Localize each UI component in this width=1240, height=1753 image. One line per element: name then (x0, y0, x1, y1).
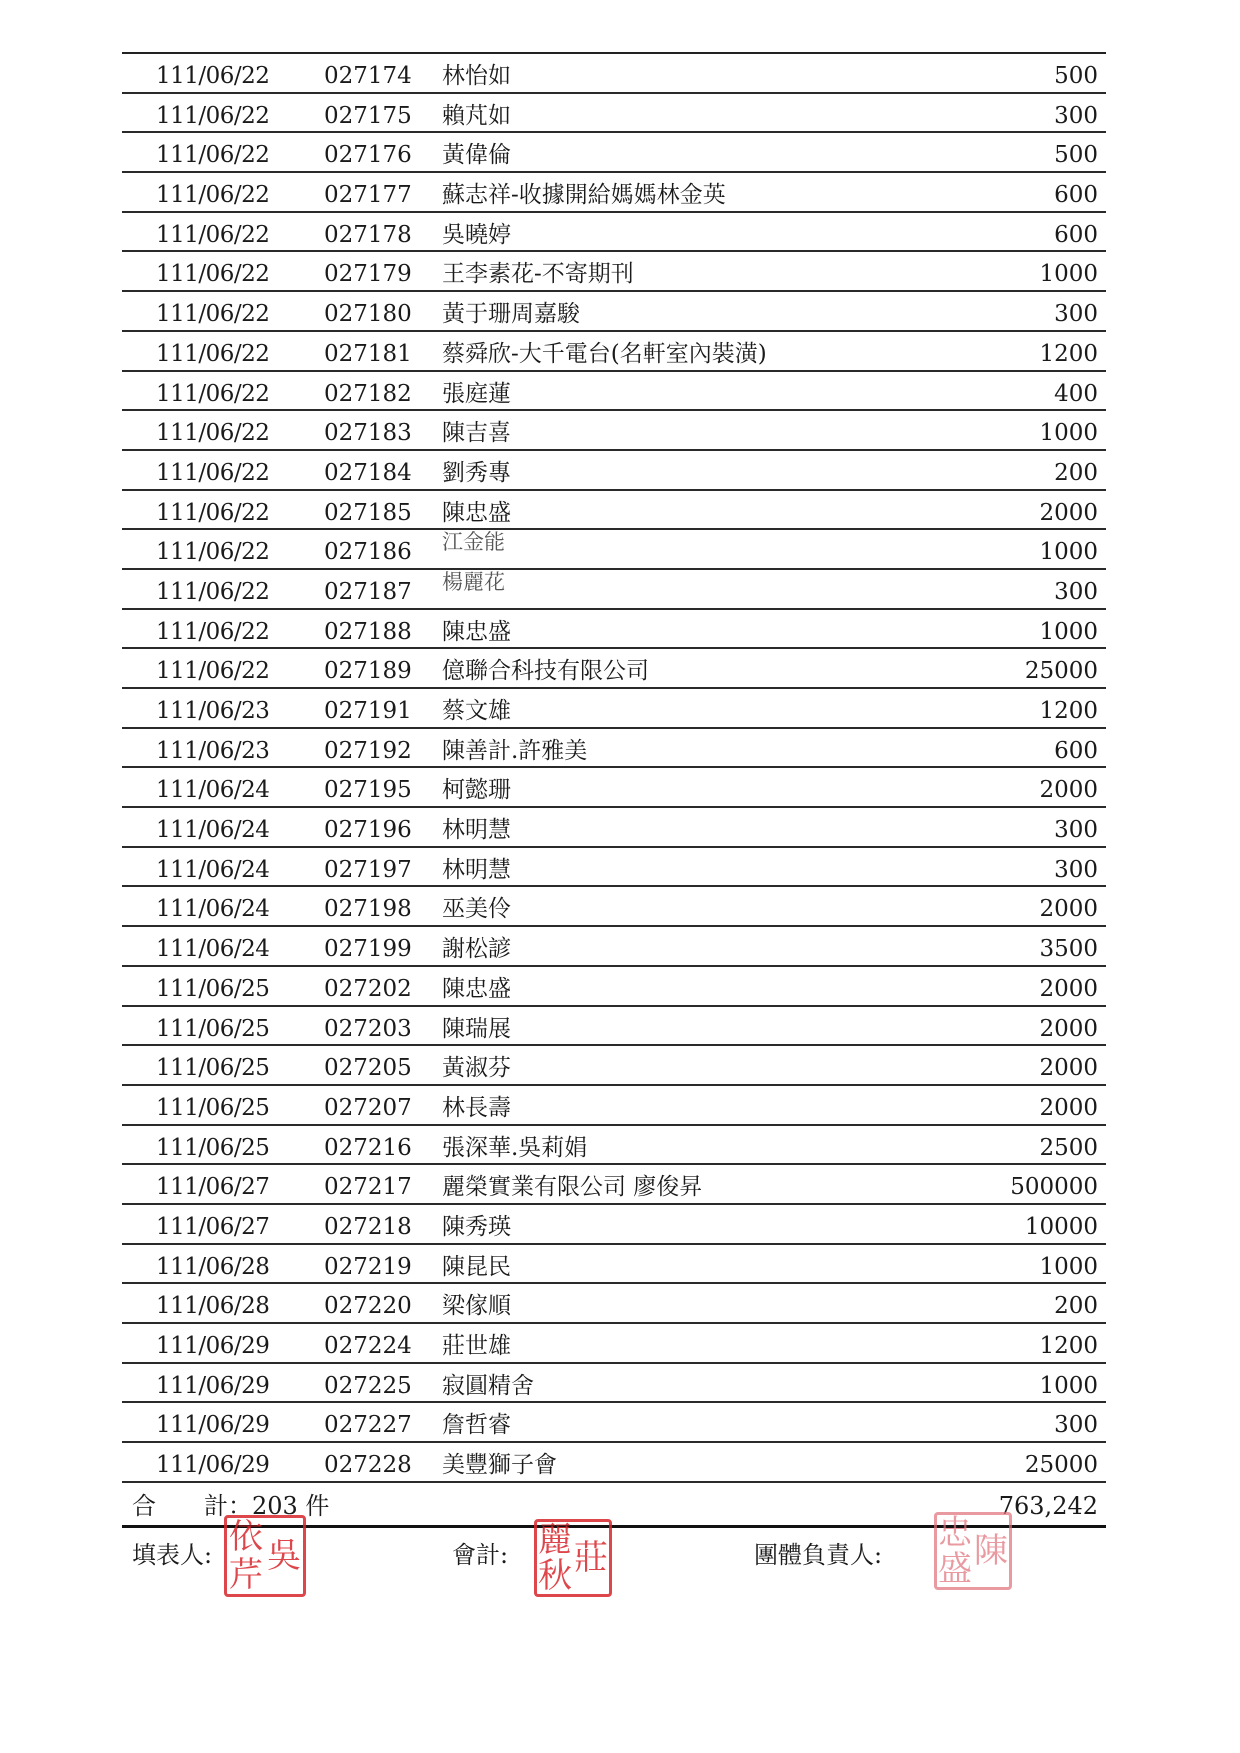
row-donor-name: 黃淑芬 (442, 1055, 511, 1082)
row-date: 111/06/24 (156, 936, 270, 963)
row-receipt-no: 027174 (324, 63, 412, 89)
row-date: 111/06/22 (156, 142, 270, 169)
table-row (122, 689, 1106, 729)
row-date: 111/06/22 (156, 301, 270, 328)
row-receipt-no: 027217 (324, 1174, 412, 1201)
row-receipt-no: 027179 (324, 261, 412, 288)
row-donor-name: 陳忠盛 (442, 499, 511, 526)
row-date: 111/06/28 (156, 1253, 270, 1280)
row-receipt-no: 027228 (324, 1452, 412, 1479)
row-receipt-no: 027176 (324, 142, 412, 169)
row-receipt-no: 027196 (324, 817, 412, 844)
table-row (122, 54, 1106, 94)
row-donor-name: 江金能 (442, 530, 505, 555)
row-donor-name: 王李素花-不寄期刊 (442, 261, 634, 288)
row-receipt-no: 027224 (324, 1333, 412, 1359)
row-date: 111/06/22 (156, 459, 270, 486)
row-amount: 300 (1054, 1412, 1098, 1439)
row-receipt-no: 027184 (324, 459, 412, 486)
table-row (122, 372, 1106, 412)
row-donor-name: 陳秀瑛 (442, 1213, 511, 1240)
row-amount: 2000 (1039, 777, 1098, 804)
table-row (122, 530, 1106, 570)
total-label: 合 (132, 1491, 156, 1520)
row-date: 111/06/25 (156, 1094, 270, 1121)
row-receipt-no: 027177 (324, 182, 412, 209)
row-amount: 1200 (1039, 1333, 1098, 1359)
row-amount: 1000 (1039, 261, 1098, 288)
filler-seal (224, 1515, 306, 1597)
table-row (122, 94, 1106, 134)
row-receipt-no: 027220 (324, 1293, 412, 1320)
row-date: 111/06/22 (156, 221, 270, 248)
total-sum: 763,242 (998, 1491, 1098, 1520)
filler-signature (132, 1535, 212, 1570)
row-receipt-no: 027225 (324, 1372, 412, 1399)
row-donor-name: 陳吉喜 (442, 420, 511, 447)
row-receipt-no: 027188 (324, 618, 412, 645)
table-row (122, 491, 1106, 531)
row-amount: 1000 (1039, 420, 1098, 447)
row-amount: 2000 (1039, 1055, 1098, 1082)
row-amount: 200 (1054, 1293, 1098, 1320)
table-row (122, 213, 1106, 253)
table-row (122, 1086, 1106, 1126)
row-donor-name: 詹哲睿 (442, 1412, 511, 1439)
row-date: 111/06/22 (156, 420, 270, 447)
row-date: 111/06/22 (156, 63, 270, 89)
row-amount: 600 (1054, 221, 1098, 248)
row-amount: 2000 (1039, 1015, 1098, 1042)
row-donor-name: 黃偉倫 (442, 142, 511, 169)
row-donor-name: 蔡文雄 (442, 698, 511, 724)
row-date: 111/06/25 (156, 1055, 270, 1082)
row-amount: 25000 (1024, 658, 1098, 685)
row-amount: 200 (1054, 459, 1098, 486)
row-date: 111/06/24 (156, 777, 270, 804)
row-date: 111/06/22 (156, 182, 270, 209)
row-amount: 1000 (1039, 1253, 1098, 1280)
table-row (122, 1245, 1106, 1285)
row-receipt-no: 027182 (324, 380, 412, 407)
row-donor-name: 蘇志祥-收據開給媽媽林金英 (442, 182, 726, 209)
row-donor-name: 蔡舜欣-大千電台(名軒室內裝潢) (442, 340, 767, 367)
row-receipt-no: 027205 (324, 1055, 412, 1082)
table-row (122, 1046, 1106, 1086)
row-donor-name: 巫美伶 (442, 896, 511, 923)
row-receipt-no: 027187 (324, 578, 412, 605)
row-receipt-no: 027180 (324, 301, 412, 328)
table-row (122, 1364, 1106, 1404)
row-receipt-no: 027218 (324, 1213, 412, 1240)
row-date: 111/06/27 (156, 1213, 270, 1240)
row-date: 111/06/22 (156, 539, 270, 566)
row-receipt-no: 027227 (324, 1412, 412, 1439)
row-donor-name: 美豐獅子會 (442, 1452, 557, 1479)
row-date: 111/06/29 (156, 1452, 270, 1479)
table-row (122, 927, 1106, 967)
row-donor-name: 陳忠盛 (442, 975, 511, 1002)
row-amount: 500 (1054, 142, 1098, 169)
row-date: 111/06/22 (156, 380, 270, 407)
row-date: 111/06/22 (156, 102, 270, 129)
row-donor-name: 楊麗花 (442, 569, 505, 594)
row-date: 111/06/24 (156, 896, 270, 923)
row-amount: 1200 (1039, 698, 1098, 724)
leader-seal-char: 陳 (974, 1531, 1008, 1571)
row-receipt-no: 027199 (324, 936, 412, 963)
row-donor-name: 劉秀專 (442, 459, 511, 486)
row-date: 111/06/25 (156, 1015, 270, 1042)
table-row (122, 808, 1106, 848)
row-donor-name: 陳昆民 (442, 1253, 511, 1280)
row-date: 111/06/22 (156, 499, 270, 526)
row-donor-name: 賴芃如 (442, 102, 511, 129)
row-donor-name: 陳瑞展 (442, 1015, 511, 1042)
table-row (122, 768, 1106, 808)
row-amount: 600 (1054, 182, 1098, 209)
row-date: 111/06/24 (156, 856, 270, 883)
row-amount: 1000 (1039, 1372, 1098, 1399)
table-row (122, 133, 1106, 173)
leader-label: 團體負責人: (754, 1541, 883, 1569)
row-donor-name: 陳善計.許雅美 (442, 737, 588, 764)
row-receipt-no: 027195 (324, 777, 412, 804)
row-receipt-no: 027175 (324, 102, 412, 129)
filler-seal-char: 芹 (229, 1555, 263, 1595)
row-receipt-no: 027189 (324, 658, 412, 685)
row-receipt-no: 027216 (324, 1134, 412, 1161)
row-amount: 3500 (1039, 936, 1098, 963)
accountant-seal-char: 秋 (538, 1556, 572, 1596)
accountant-seal-char: 麗 (538, 1520, 572, 1560)
table-row (122, 570, 1106, 610)
table-row (122, 887, 1106, 927)
row-date: 111/06/23 (156, 698, 270, 724)
table-row (122, 173, 1106, 213)
row-amount: 1000 (1039, 618, 1098, 645)
row-donor-name: 林長壽 (442, 1094, 511, 1121)
row-receipt-no: 027198 (324, 896, 412, 923)
ledger-rows (122, 54, 1106, 1483)
row-date: 111/06/25 (156, 975, 270, 1002)
row-donor-name: 吳曉婷 (442, 221, 511, 248)
row-donor-name: 寂圓精舍 (442, 1372, 534, 1399)
row-amount: 2000 (1039, 975, 1098, 1002)
table-row (122, 1443, 1106, 1483)
accountant-label: 會計: (452, 1541, 509, 1569)
row-date: 111/06/29 (156, 1372, 270, 1399)
row-donor-name: 梁傢順 (442, 1293, 511, 1320)
row-amount: 10000 (1024, 1213, 1098, 1240)
row-date: 111/06/22 (156, 658, 270, 685)
leader-seal-char: 盛 (938, 1549, 972, 1589)
row-receipt-no: 027183 (324, 420, 412, 447)
row-receipt-no: 027207 (324, 1094, 412, 1121)
table-row (122, 1403, 1106, 1443)
row-donor-name: 張庭蓮 (442, 380, 511, 407)
row-receipt-no: 027203 (324, 1015, 412, 1042)
row-date: 111/06/24 (156, 817, 270, 844)
row-donor-name: 林明慧 (442, 817, 511, 844)
leader-seal (934, 1512, 1012, 1590)
table-row (122, 1165, 1106, 1205)
row-donor-name: 柯懿珊 (442, 777, 511, 804)
row-receipt-no: 027191 (324, 698, 412, 724)
row-amount: 300 (1054, 102, 1098, 129)
row-date: 111/06/22 (156, 261, 270, 288)
row-amount: 500 (1054, 63, 1098, 89)
row-receipt-no: 027192 (324, 737, 412, 764)
row-receipt-no: 027202 (324, 975, 412, 1002)
row-donor-name: 麗榮實業有限公司 廖俊昇 (442, 1174, 703, 1201)
row-date: 111/06/22 (156, 618, 270, 645)
table-row (122, 292, 1106, 332)
leader-seal-char: 忠 (938, 1513, 972, 1553)
filler-seal-char: 吳 (267, 1536, 301, 1576)
row-receipt-no: 027178 (324, 221, 412, 248)
row-amount: 300 (1054, 578, 1098, 605)
table-row (122, 451, 1106, 491)
row-date: 111/06/23 (156, 737, 270, 764)
row-receipt-no: 027185 (324, 499, 412, 526)
row-amount: 1000 (1039, 539, 1098, 566)
row-amount: 2000 (1039, 499, 1098, 526)
row-date: 111/06/29 (156, 1333, 270, 1359)
filler-label: 填表人: (132, 1541, 213, 1569)
row-date: 111/06/22 (156, 340, 270, 367)
row-receipt-no: 027181 (324, 340, 412, 367)
row-receipt-no: 027186 (324, 539, 412, 566)
row-donor-name: 林怡如 (442, 63, 511, 89)
table-row (122, 332, 1106, 372)
row-donor-name: 莊世雄 (442, 1333, 511, 1359)
row-donor-name: 黃于珊周嘉駿 (442, 301, 580, 328)
row-amount: 2500 (1039, 1134, 1098, 1161)
row-amount: 500000 (1010, 1174, 1098, 1201)
total-count: 計：203 件 (204, 1491, 330, 1520)
row-date: 111/06/28 (156, 1293, 270, 1320)
row-donor-name: 謝松諺 (442, 936, 511, 963)
filler-seal-char: 依 (229, 1517, 263, 1557)
row-amount: 25000 (1024, 1452, 1098, 1479)
table-row (122, 252, 1106, 292)
row-amount: 1200 (1039, 340, 1098, 367)
row-date: 111/06/25 (156, 1134, 270, 1161)
table-row (122, 848, 1106, 888)
table-row (122, 1205, 1106, 1245)
row-amount: 2000 (1039, 896, 1098, 923)
row-receipt-no: 027219 (324, 1253, 412, 1280)
row-donor-name: 億聯合科技有限公司 (442, 658, 649, 685)
leader-signature (754, 1535, 882, 1570)
row-date: 111/06/27 (156, 1174, 270, 1201)
row-donor-name: 林明慧 (442, 856, 511, 883)
row-amount: 400 (1054, 380, 1098, 407)
table-row (122, 1324, 1106, 1364)
row-date: 111/06/29 (156, 1412, 270, 1439)
accountant-seal (534, 1519, 612, 1597)
donation-ledger (122, 52, 1106, 1528)
table-row (122, 967, 1106, 1007)
table-row (122, 729, 1106, 769)
row-donor-name: 張深華.吳莉娟 (442, 1134, 588, 1161)
row-amount: 300 (1054, 301, 1098, 328)
table-row (122, 649, 1106, 689)
row-donor-name: 陳忠盛 (442, 618, 511, 645)
table-row (122, 411, 1106, 451)
row-amount: 300 (1054, 856, 1098, 883)
row-amount: 300 (1054, 817, 1098, 844)
accountant-signature (452, 1535, 508, 1570)
row-date: 111/06/22 (156, 578, 270, 605)
table-row (122, 1284, 1106, 1324)
table-row (122, 1126, 1106, 1166)
row-amount: 2000 (1039, 1094, 1098, 1121)
row-amount: 600 (1054, 737, 1098, 764)
row-receipt-no: 027197 (324, 856, 412, 883)
accountant-seal-char: 莊 (574, 1538, 608, 1578)
table-row (122, 1007, 1106, 1047)
table-row (122, 610, 1106, 650)
